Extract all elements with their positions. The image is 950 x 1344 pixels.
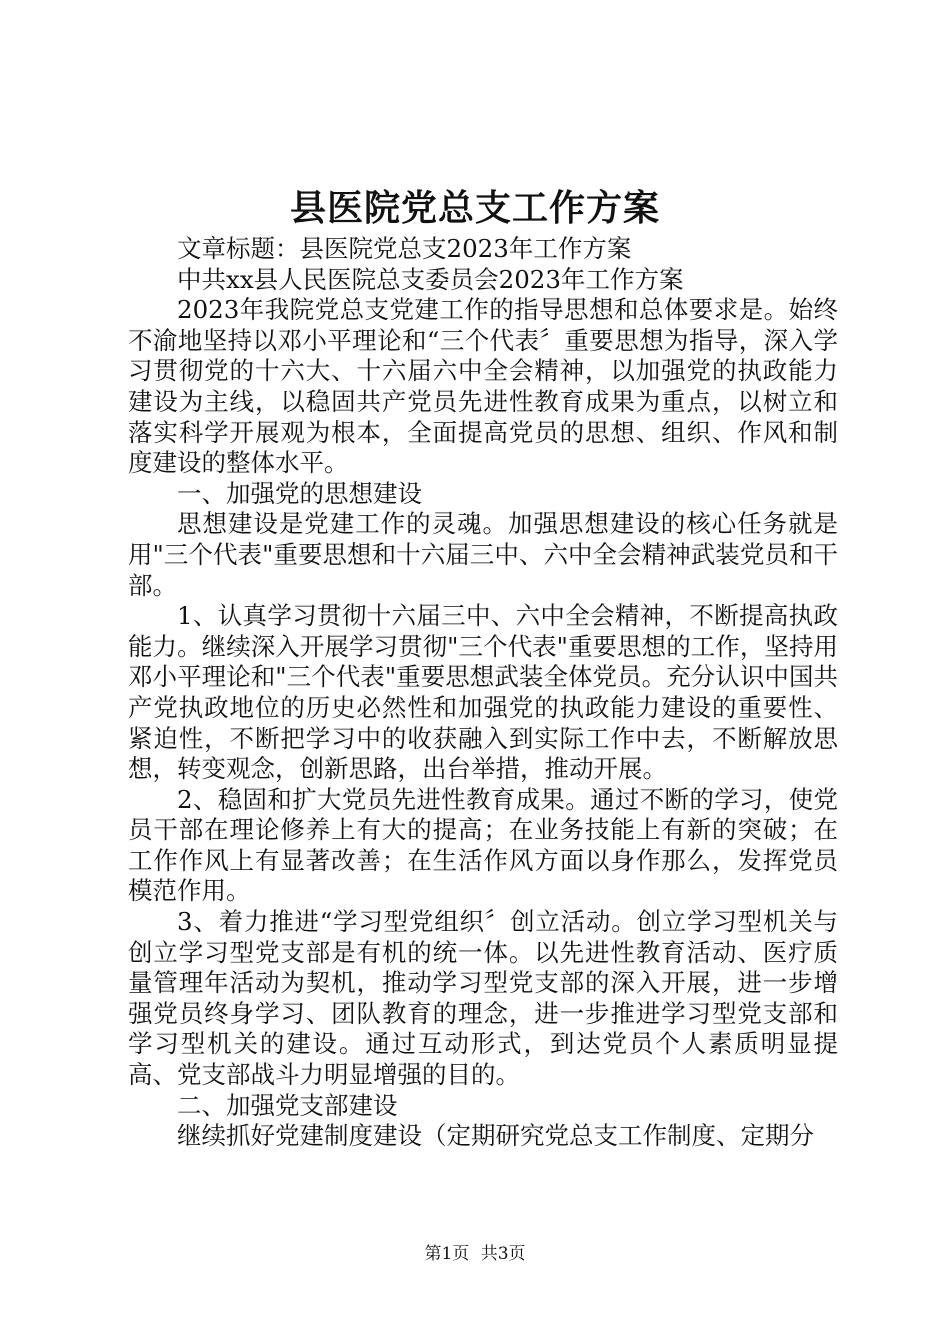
paragraph: 思想建设是党建工作的灵魂。加强思想建设的核心任务就是用"三个代表"重要思想和十六届三中、六中全会精神武装党员和干部。 (128, 509, 838, 600)
section-heading: 一、加强党的思想建设 (177, 478, 422, 508)
paragraph: 2023年我院党总支党建工作的指导思想和总体要求是。始终不渝地坚持以邓小平理论和“三个代表〞重要思想为指导，深入学习贯彻党的十六大、十六届六中全会精神，以加强党的执政能力建设为主线，以稳固共产党员先进性教育成果为重点，以树立和落实科学开展观为根本，全面提高党员的思想、组织、作风和制度建设的整体水平。 (128, 295, 838, 478)
page-number: 第1页 (424, 1244, 470, 1264)
paragraph: 3、着力推进“学习型党组织〞创立活动。创立学习型机关与创立学习型党支部是有机的统一体。以先进性教育活动、医疗质量管理年活动为契机，推动学习型党支部的深入开展，进一步增强党员终身学习、团队教育的理念，进一步推进学习型党支部和学习型机关的建设。通过互动形式，到达党员个人素质明显提高、党支部战斗力明显增强的目的。 (128, 907, 838, 1090)
page-footer (0, 1242, 950, 1266)
document-title: 县医院党总支工作方案 (289, 187, 660, 229)
paragraph: 2、稳固和扩大党员先进性教育成果。通过不断的学习，使党员干部在理论修养上有大的提高；在业务技能上有新的突破；在工作作风上有显著改善；在生活作风方面以身作那么，发挥党员模范作用。 (128, 784, 838, 906)
section-heading: 二、加强党支部建设 (177, 1090, 398, 1120)
document-body (128, 234, 838, 1152)
subtitle-line: 中共xx县人民医院总支委员会2023年工作方案 (177, 264, 684, 294)
paragraph: 继续抓好党建制度建设（定期研究党总支工作制度、定期分 (177, 1121, 814, 1151)
paragraph: 1、认真学习贯彻十六届三中、六中全会精神，不断提高执政能力。继续深入开展学习贯彻"三个代表"重要思想的工作，坚持用邓小平理论和"三个代表"重要思想武装全体党员。充分认识中国共产党执政地位的历史必然性和加强党的执政能力建设的重要性、紧迫性，不断把学习中的收获融入到实际工作中去，不断解放思想，转变观念，创新思路，出台举措，推动开展。 (128, 601, 838, 784)
article-title-line: 文章标题：县医院党总支2023年工作方案 (177, 234, 632, 263)
page-total: 共3页 (480, 1244, 526, 1264)
